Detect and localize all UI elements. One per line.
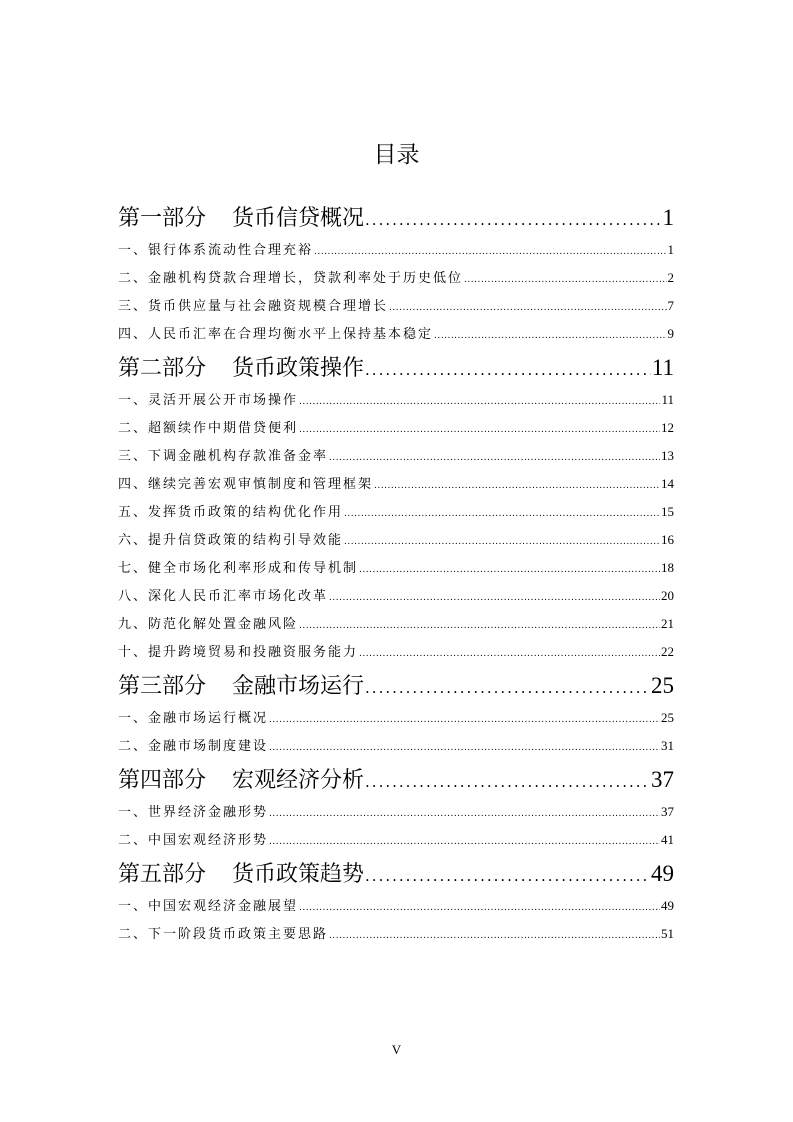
dot-leader [374,472,660,500]
section-label: 三、货币供应量与社会融资规模合理增长 [118,299,389,314]
toc-section[interactable] [118,236,674,264]
page-number: 22 [661,644,674,659]
section-label: 二、金融市场制度建设 [118,739,269,754]
toc-section[interactable] [118,292,674,320]
toc-part[interactable] [118,350,674,386]
page-number: 16 [661,532,674,547]
page-number: 9 [667,326,674,341]
section-label: 二、下一阶段货币政策主要思路 [118,927,329,942]
section-label: 八、深化人民币汇率市场化改革 [118,589,329,604]
section-label: 六、提升信贷政策的结构引导效能 [118,533,344,548]
dot-leader [359,556,660,584]
section-label: 四、继续完善宏观审慎制度和管理框架 [118,477,374,492]
part-label: 第二部分 [118,356,207,381]
page-number: 37 [661,804,674,819]
toc-part[interactable] [118,762,674,798]
toc-section[interactable] [118,498,674,526]
page-number: 41 [661,832,674,847]
section-label: 一、金融市场运行概况 [118,711,269,726]
dot-leader [359,640,660,668]
page-number: 15 [661,504,674,519]
dot-leader [329,584,660,612]
toc-section[interactable] [118,386,674,414]
dot-leader [329,922,660,950]
dot-leader [314,238,666,266]
part-name: 货币信贷概况 [232,206,365,231]
section-label: 四、人民币汇率在合理均衡水平上保持基本稳定 [118,327,434,342]
dot-leader [299,894,660,922]
page-number: 13 [661,448,674,463]
toc-title: 目录 [373,142,420,168]
part-name: 金融市场运行 [232,674,365,699]
page-number: 2 [667,270,674,285]
toc-section[interactable] [118,526,674,554]
toc-section[interactable] [118,582,674,610]
dot-leader [365,670,650,706]
dot-leader [269,800,660,828]
dot-leader [269,706,660,734]
toc-section[interactable] [118,798,674,826]
section-label: 三、下调金融机构存款准备金率 [118,449,329,464]
dot-leader [299,416,660,444]
part-name: 宏观经济分析 [232,768,365,793]
toc-section[interactable] [118,554,674,582]
section-label: 五、发挥货币政策的结构优化作用 [118,505,344,520]
page-number: 51 [661,926,674,941]
part-label: 第一部分 [118,206,207,231]
page-number: 11 [661,392,674,407]
toc-part[interactable] [118,668,674,704]
dot-leader [344,528,660,556]
dot-leader [269,828,660,856]
toc-part[interactable] [118,200,674,236]
dot-leader [464,266,666,294]
toc-section[interactable] [118,704,674,732]
toc-section[interactable] [118,442,674,470]
page-number: 14 [661,476,674,491]
section-label: 二、中国宏观经济形势 [118,833,269,848]
dot-leader [365,352,651,388]
section-label: 十、提升跨境贸易和投融资服务能力 [118,645,359,660]
section-label: 七、健全市场化利率形成和传导机制 [118,561,359,576]
section-label: 一、中国宏观经济金融展望 [118,899,299,914]
page-number: 20 [661,588,674,603]
dot-leader [365,202,661,238]
section-label: 二、超额续作中期借贷便利 [118,421,299,436]
page-number: 11 [651,355,674,380]
table-of-contents [118,198,674,948]
dot-leader [365,764,650,800]
dot-leader [434,322,666,350]
dot-leader [299,388,660,416]
page-number: 49 [651,861,674,886]
dot-leader [269,734,660,762]
section-label: 一、世界经济金融形势 [118,805,269,820]
page-number: 31 [661,738,674,753]
dot-leader [344,500,660,528]
dot-leader [365,858,650,894]
page-number: 12 [661,420,674,435]
part-label: 第四部分 [118,768,207,793]
toc-section[interactable] [118,892,674,920]
dot-leader [389,294,666,322]
section-label: 一、灵活开展公开市场操作 [118,393,299,408]
toc-section[interactable] [118,264,674,292]
toc-section[interactable] [118,320,674,348]
part-name: 货币政策操作 [232,356,365,381]
toc-section[interactable] [118,638,674,666]
toc-section[interactable] [118,610,674,638]
toc-section[interactable] [118,470,674,498]
page-number: 25 [651,673,674,698]
dot-leader [329,444,660,472]
page-number: 18 [661,560,674,575]
page-number: 25 [661,710,674,725]
toc-section[interactable] [118,920,674,948]
page-number: 7 [667,298,674,313]
part-label: 第三部分 [118,674,207,699]
page-number: 1 [662,205,674,230]
section-label: 一、银行体系流动性合理充裕 [118,243,314,258]
dot-leader [299,612,660,640]
part-name: 货币政策趋势 [232,862,365,887]
page-number: 49 [661,898,674,913]
section-label: 九、防范化解处置金融风险 [118,617,299,632]
toc-part[interactable] [118,856,674,892]
toc-section[interactable] [118,826,674,854]
footer-page-number: V [391,1042,402,1057]
toc-section[interactable] [118,732,674,760]
page-number: 1 [667,242,674,257]
section-label: 二、金融机构贷款合理增长，贷款利率处于历史低位 [118,271,464,286]
part-label: 第五部分 [118,862,207,887]
page-number: 37 [651,767,674,792]
toc-section[interactable] [118,414,674,442]
page-number: 21 [661,616,674,631]
